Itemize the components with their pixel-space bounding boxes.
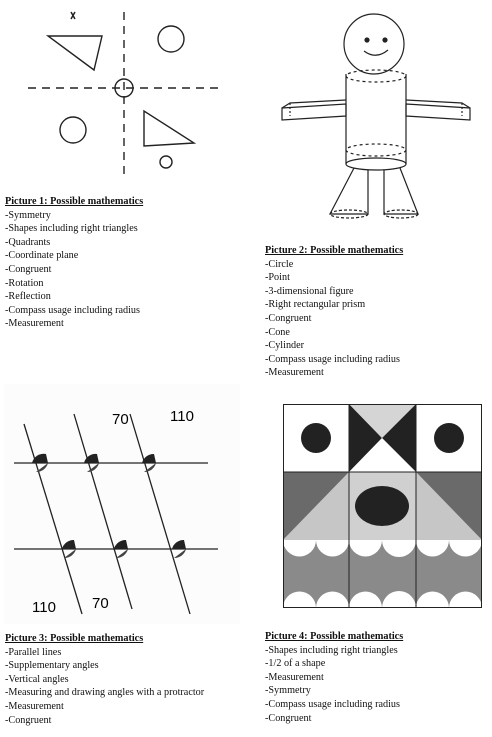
list-item: -Measurement xyxy=(5,318,64,330)
tick-mark xyxy=(71,12,75,19)
picture-3-title: Picture 3: Possible mathematics xyxy=(5,633,144,644)
tile-circle-right xyxy=(434,423,464,453)
picture-1-caption xyxy=(5,195,143,331)
robot-mouth xyxy=(364,50,388,55)
list-item: -Measuring and drawing angles with a protractor xyxy=(5,687,205,699)
circle-quadrant-3 xyxy=(60,117,86,143)
picture-3-drawing xyxy=(4,384,240,624)
robot-left-eye xyxy=(365,38,369,42)
list-item: -1/2 of a shape xyxy=(265,658,326,670)
robot-body-bottom xyxy=(346,158,406,170)
list-item: -Compass usage including radius xyxy=(5,304,140,316)
list-item: -Congruent xyxy=(5,263,52,275)
list-item: -Coordinate plane xyxy=(5,250,79,262)
list-item: -3-dimensional figure xyxy=(265,285,354,297)
small-circle-quadrant-4 xyxy=(160,156,172,168)
list-item: -Measurement xyxy=(265,671,324,683)
list-item: -Symmetry xyxy=(5,209,51,221)
picture-3-caption xyxy=(5,632,204,727)
list-item: -Reflection xyxy=(5,291,51,303)
list-item: -Measurement xyxy=(5,700,64,712)
circle-quadrant-1 xyxy=(158,26,184,52)
list-item: -Cylinder xyxy=(265,340,305,352)
list-item: -Shapes including right triangles xyxy=(5,223,138,235)
robot-right-eye xyxy=(383,38,387,42)
list-item: -Congruent xyxy=(265,312,312,324)
picture-4-caption xyxy=(265,630,403,725)
list-item: -Point xyxy=(265,272,290,284)
list-item: -Circle xyxy=(265,258,294,270)
angle-label-110-bottom: 110 xyxy=(32,599,56,616)
angle-label-70-bottom: 70 xyxy=(92,595,109,612)
robot-head xyxy=(344,14,404,74)
picture-4-drawing xyxy=(283,404,482,608)
robot-right-leg xyxy=(384,168,418,214)
picture-2-title: Picture 2: Possible mathematics xyxy=(265,245,404,256)
list-item: -Shapes including right triangles xyxy=(265,644,398,656)
triangle-quadrant-4 xyxy=(144,111,194,146)
picture-2-drawing xyxy=(268,4,488,236)
list-item: -Vertical angles xyxy=(5,673,69,685)
list-item: -Symmetry xyxy=(265,685,311,697)
list-item: -Measurement xyxy=(265,367,324,379)
picture-1-title: Picture 1: Possible mathematics xyxy=(5,196,144,207)
list-item: -Parallel lines xyxy=(5,646,62,658)
robot-left-arm xyxy=(282,104,346,120)
list-item: -Rotation xyxy=(5,277,44,289)
triangle-quadrant-2 xyxy=(48,36,102,70)
list-item: -Congruent xyxy=(265,712,312,724)
robot-left-leg xyxy=(330,168,368,214)
picture-2-caption xyxy=(265,244,403,380)
picture-1-drawing xyxy=(20,8,225,188)
list-item: -Quadrants xyxy=(5,236,51,248)
list-item: -Compass usage including radius xyxy=(265,353,400,365)
tile-circle-left xyxy=(301,423,331,453)
angle-label-110-top: 110 xyxy=(170,408,194,425)
list-item: -Congruent xyxy=(5,714,52,726)
picture-4-title: Picture 4: Possible mathematics xyxy=(265,631,404,642)
list-item: -Cone xyxy=(265,326,290,338)
angle-label-70-top: 70 xyxy=(112,411,129,428)
list-item: -Compass usage including radius xyxy=(265,698,400,710)
list-item: -Right rectangular prism xyxy=(265,299,366,311)
tile-center-ellipse xyxy=(355,486,409,526)
list-item: -Supplementary angles xyxy=(5,660,99,672)
robot-right-arm xyxy=(406,104,470,120)
